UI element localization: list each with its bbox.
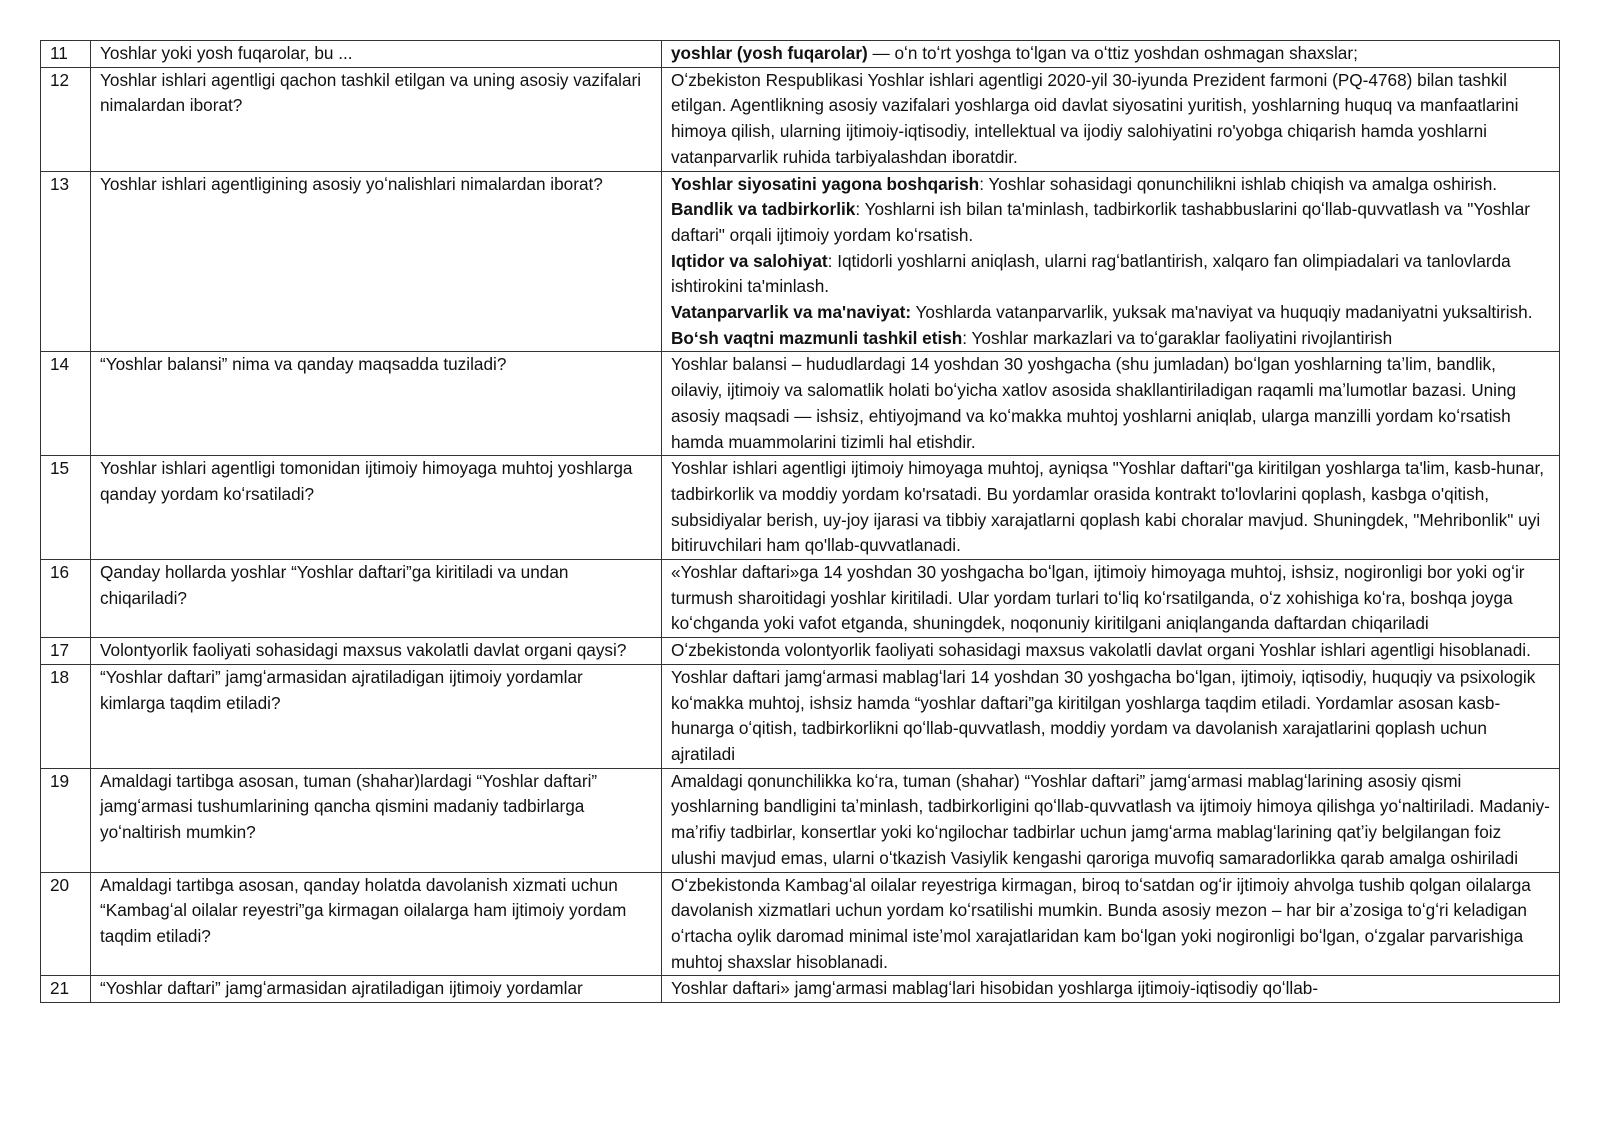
- answer-bold-text: Boʻsh vaqtni mazmunli tashkil etish: [671, 327, 963, 348]
- table-row: [41, 352, 1560, 456]
- question-cell: “Yoshlar daftari” jamgʻarmasidan ajratiladigan ijtimoiy yordamlar kimlarga taqdim etiladi?: [91, 664, 662, 768]
- answer-cell: [662, 638, 1560, 665]
- row-number: 19: [41, 768, 91, 872]
- answer-text: Oʻzbekistonda volontyorlik faoliyati sohasidagi maxsus vakolatli davlat organi Yoshlar ishlari agentligi hisoblanadi.: [671, 640, 1531, 661]
- answer-text: : Yoshlar markazlari va toʻgaraklar faoliyatini rivojlantirish: [962, 327, 1393, 348]
- answer-text: Yoshlar daftari» jamgʻarmasi mablagʻlari hisobidan yoshlarga ijtimoiy-iqtisodiy qoʻllab-: [671, 978, 1319, 999]
- table-row: [41, 456, 1560, 560]
- answer-text: Yoshlar daftari jamgʻarmasi mablagʻlari 14 yoshdan 30 yoshgacha boʻlgan, ijtimoiy, iqtisodiy, huquqiy va psixologik koʻmakka muhtoj, ishsiz hamda “yoshlar daftari”ga kiritilgan yoshlarga taqdim etiladi. Yordamlar asosan kasb-hunarga oʻqitish, tadbirkorlikni qoʻllab-quvvatlash, moddiy yordam va davolanish xarajatlarini qoplash uchun ajratiladi: [671, 666, 1536, 764]
- row-number: 13: [41, 171, 91, 352]
- answer-text: : Yoshlar sohasidagi qonunchilikni ishlab chiqish va amalga oshirish.: [979, 173, 1498, 194]
- question-cell: Amaldagi tartibga asosan, qanday holatda davolanish xizmati uchun “Kambagʻal oilalar reyestri”ga kirmagan oilalarga ham ijtimoiy yordam taqdim etiladi?: [91, 872, 662, 976]
- answer-text: Oʻzbekistonda Kambagʻal oilalar reyestriga kirmagan, biroq toʻsatdan ogʻir ijtimoiy ahvolga tushib qolgan oilalarga davolanish xizmatlari uchun yordam koʻrsatilishi mumkin. Bunda asosiy mezon – har bir aʼzosiga toʻgʻri keladigan oʻrtacha oylik daromad minimal isteʼmol xarajatlaridan kam boʻlgan yoki nogironligi boʻlgan, oʻzgalar parvarishiga muhtoj shaxslar hisoblanadi.: [671, 874, 1531, 972]
- answer-bold-text: yoshlar (yosh fuqarolar): [671, 43, 868, 63]
- row-number: 18: [41, 664, 91, 768]
- table-row: [41, 171, 1560, 352]
- table-row: [41, 67, 1560, 171]
- answer-bold-text: Yoshlar siyosatini yagona boshqarish: [671, 173, 980, 194]
- question-cell: Yoshlar ishlari agentligi qachon tashkil etilgan va uning asosiy vazifalari nimalardan iborat?: [91, 67, 662, 171]
- question-cell: Qanday hollarda yoshlar “Yoshlar daftari”ga kiritiladi va undan chiqariladi?: [91, 560, 662, 638]
- answer-cell: [662, 976, 1560, 1003]
- question-cell: Amaldagi tartibga asosan, tuman (shahar)lardagi “Yoshlar daftari” jamgʻarmasi tushumlarining qancha qismini madaniy tadbirlarga yoʻnaltirish mumkin?: [91, 768, 662, 872]
- answer-cell: [662, 560, 1560, 638]
- answer-text: Yoshlar balansi – hududlardagi 14 yoshdan 30 yoshgacha (shu jumladan) boʻlgan yoshlarning taʼlim, bandlik, oilaviy, ijtimoiy va salomatlik holati boʻyicha xatlov asosida shakllantiriladigan raqamli maʼlumotlar bazasi. Uning asosiy maqsadi — ishsiz, ehtiyojmand va koʻmakka muhtoj yoshlarni aniqlab, ularga manzilli yordam koʻrsatish hamda muammolarini tizimli hal etishdir.: [671, 354, 1517, 452]
- answer-text: — oʻn toʻrt yoshga toʻlgan va oʻttiz yoshdan oshmagan shaxslar;: [867, 43, 1358, 63]
- answer-bold-text: Iqtidor va salohiyat: [671, 250, 828, 271]
- table-row: [41, 872, 1560, 976]
- answer-text: Amaldagi qonunchilikka koʻra, tuman (shahar) “Yoshlar daftari” jamgʻarmasi mablagʻlarining asosiy qismi yoshlarning bandligini taʼminlash, tadbirkorligini qoʻllab-quvvatlash va ijtimoiy himoya qilishga yoʻnaltiriladi. Madaniy-maʼrifiy tadbirlar, konsertlar yoki koʻngilochar tadbirlar uchun jamgʻarma mablagʻlarining qatʼiy belgilangan foiz ulushi mavjud emas, ularni oʻtkazish Vasiylik kengashi qaroriga muvofiq samaradorlikka qarab amalga oshiriladi: [671, 770, 1550, 868]
- answer-cell: [662, 171, 1560, 352]
- question-cell: “Yoshlar balansi” nima va qanday maqsadda tuziladi?: [91, 352, 662, 456]
- question-cell: “Yoshlar daftari” jamgʻarmasidan ajratiladigan ijtimoiy yordamlar: [91, 976, 662, 1003]
- row-number: 15: [41, 456, 91, 560]
- answer-text: : Yoshlarni ish bilan ta'minlash, tadbirkorlik tashabbuslarini qoʻllab-quvvatlash va "Yoshlar daftari" orqali ijtimoiy yordam koʻrsatish.: [671, 199, 1531, 245]
- row-number: 21: [41, 976, 91, 1003]
- answer-cell: [662, 352, 1560, 456]
- table-row: [41, 976, 1560, 1003]
- row-number: 12: [41, 67, 91, 171]
- answer-cell: [662, 872, 1560, 976]
- table-row: [41, 768, 1560, 872]
- answer-text: Yoshlar ishlari agentligi ijtimoiy himoyaga muhtoj, ayniqsa "Yoshlar daftari"ga kiritilgan yoshlarga ta'lim, kasb-hunar, tadbirkorlik va moddiy yordam ko'rsatadi. Bu yordamlar orasida kontrakt to'lovlarini qoplash, kasbga o'qitish, subsidiyalar berish, uy-joy ijarasi va tibbiy xarajatlarni qoplash kabi choralar mavjud. Shuningdek, "Mehribonlik" uyi bitiruvchilari ham qo'llab-quvvatlanadi.: [671, 458, 1545, 556]
- table-row: [41, 41, 1560, 68]
- answer-cell: [662, 456, 1560, 560]
- question-cell: Volontyorlik faoliyati sohasidagi maxsus vakolatli davlat organi qaysi?: [91, 638, 662, 665]
- answer-cell: [662, 67, 1560, 171]
- table-row: [41, 560, 1560, 638]
- answer-bold-text: Bandlik va tadbirkorlik: [671, 199, 856, 220]
- answer-cell: [662, 664, 1560, 768]
- qa-table: [40, 40, 1560, 1003]
- row-number: 20: [41, 872, 91, 976]
- table-row: [41, 664, 1560, 768]
- answer-text: Yoshlarda vatanparvarlik, yuksak ma'naviyat va huquqiy madaniyatni yuksaltirish.: [911, 302, 1533, 323]
- question-cell: Yoshlar yoki yosh fuqarolar, bu ...: [91, 41, 662, 68]
- answer-text: «Yoshlar daftari»ga 14 yoshdan 30 yoshgacha boʻlgan, ijtimoiy himoyaga muhtoj, ishsiz, nogironligi bor yoki ogʻir turmush sharoitidagi yoshlar kiritiladi. Ular yordam turlari toʻliq koʻrsatilganda, oʻz xohishiga koʻra, boshqa joyga koʻchganda yoki vafot etganda, shuningdek, noqonuniy kiritilgani aniqlanganda daftardan chiqariladi: [671, 562, 1525, 634]
- answer-bold-text: Vatanparvarlik va ma'naviyat:: [671, 302, 912, 323]
- table-row: [41, 638, 1560, 665]
- question-cell: Yoshlar ishlari agentligi tomonidan ijtimoiy himoyaga muhtoj yoshlarga qanday yordam koʻrsatiladi?: [91, 456, 662, 560]
- row-number: 16: [41, 560, 91, 638]
- answer-cell: [662, 768, 1560, 872]
- answer-text: Oʻzbekiston Respublikasi Yoshlar ishlari agentligi 2020-yil 30-iyunda Prezident farmoni (PQ-4768) bilan tashkil etilgan. Agentlikning asosiy vazifalari yoshlarga oid davlat siyosatini yuritish, yoshlarning huquq va manfaatlarini himoya qilish, ularning ijtimoiy-iqtisodiy, intellektual va ijodiy salohiyatini ro'yobga chiqarish hamda yoshlarni vatanparvarlik ruhida tarbiyalashdan iboratdir.: [671, 69, 1519, 167]
- document-page: [40, 40, 1560, 1003]
- row-number: 11: [41, 41, 91, 68]
- qa-table-body: [41, 41, 1560, 1003]
- row-number: 17: [41, 638, 91, 665]
- row-number: 14: [41, 352, 91, 456]
- answer-text: : Iqtidorli yoshlarni aniqlash, ularni ragʻbatlantirish, xalqaro fan olimpiadalari va tanlovlarda ishtirokini ta'minlash.: [671, 250, 1511, 297]
- question-cell: Yoshlar ishlari agentligining asosiy yoʻnalishlari nimalardan iborat?: [91, 171, 662, 352]
- answer-cell: [662, 41, 1560, 68]
